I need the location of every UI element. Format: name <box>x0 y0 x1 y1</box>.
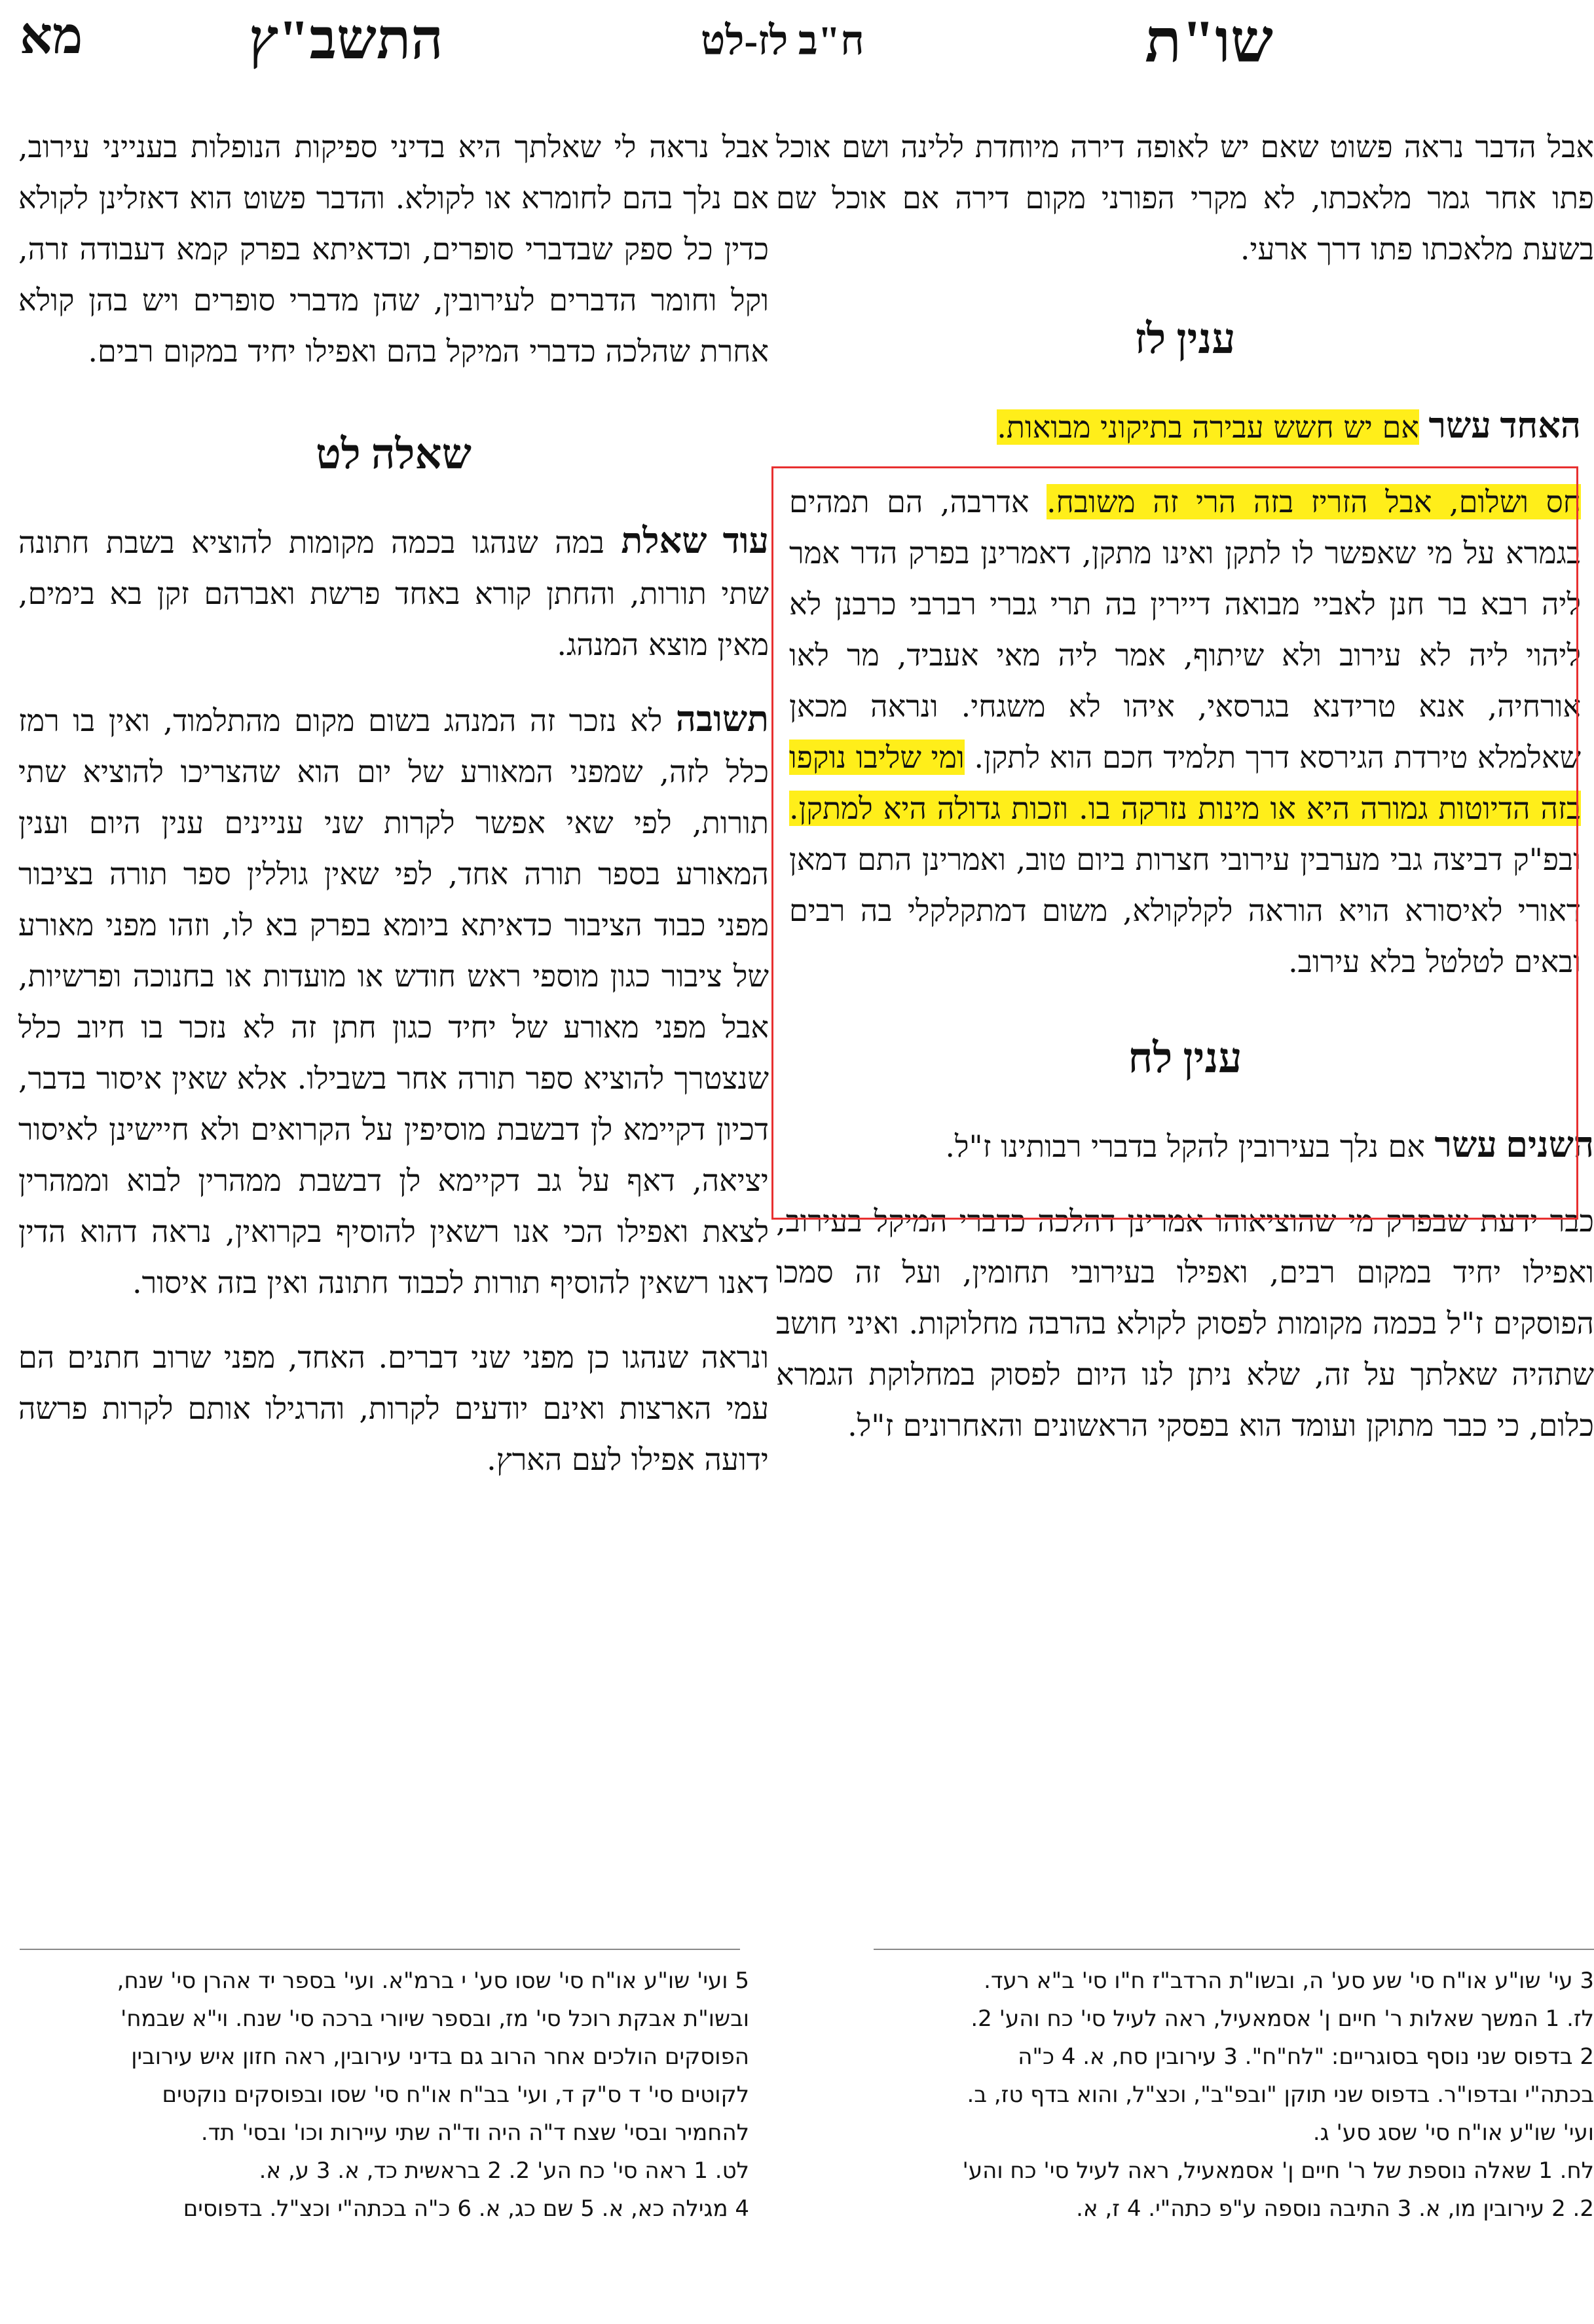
section-37-question-text: אם יש חשש עבירה בתיקוני מבואות. <box>997 409 1419 445</box>
right-intro-paragraph: אבל הדבר נראה פשוט שאם יש לאופה דירה מיוחדת ללינה ושם אוכל פתו אחר גמר מלאכתו, לא מקרי הפורני מקום דירה אם אוכל שם בשעת מלאכתו פתו דרך ארעי. <box>776 129 1594 267</box>
section-38-answer: כבר ידעת שבפרק מי שהוציאוהו אמרינן דהלכה כדברי המיקל בעירוב, ואפילו יחיד במקום רבים, ואפילו בעירובי תחומין, ועל זה סמכו הפוסקים ז"ל בכמה מקומות לפסוק לקולא בהרבה מחלוקות. ואיני חושב שתהיה שאלתך על זה, שלא ניתן לנו היום לפסוק במחלוקת הגמרא כלום, כי כבר מתוקן ועומד הוא בפסקי הראשונים והאחרונים ז"ל. <box>776 1203 1594 1443</box>
section-37-title: ענין לז <box>1134 316 1236 362</box>
footnote-line: לט. 1 ראה סי' כח הע' 2. 2 בראשית כד, א. 3 ע, א. <box>259 2158 749 2184</box>
page-header-title: התשב"ץ <box>249 8 443 71</box>
section-39-title: שאלה לט <box>316 431 472 478</box>
footnote-line: לז. 1 המשך שאלות ר' חיים ן' אסמאעיל, ראה לעיל סי' כח והע' 2. <box>971 2006 1594 2032</box>
footnote-line: 3 עי' שו"ע או"ח סי' שע סע' ה, ובשו"ת הרדב"ז ח"ו סי' ב"א רעד. <box>984 1968 1594 1994</box>
footnote-line: 2. 2 עירובין מו, א. 3 התיבה נוספה ע"פ כתה"י. 4 ז, א. <box>1076 2196 1594 2222</box>
section-38-title: ענין לח <box>1128 1035 1242 1081</box>
footnote-rule-right <box>874 1949 1594 1950</box>
section-39-question-text: במה שנהגו בכמה מקומות להוציא בשבת חתונה שתי תורות, והחתן קורא באחד פרשת ואברהם זקן בא בימים, מאין מוצא המנהג. <box>18 525 769 662</box>
section-37-highlight-b: ומי שליבו נוקפו בזה הדיוטות גמורה היא או מינות נזרקה בו. וזכות גדולה היא למתקן. <box>789 740 1581 826</box>
section-39-question <box>18 515 769 670</box>
section-37-text-b: ובפ"ק דביצה גבי מערבין עירובי חצרות ביום טוב, ואמרינן התם דמאן דאורי לאיסורא הויא הוראה לקלקולא, משום דמתקלקלי בה רבים ובאים לטלטל בלא עירוב. <box>789 842 1581 979</box>
footnote-line: להחמיר ובסי' שצח ד"ה היה וד"ה שתי עיירות וכו' ובסי' תד. <box>200 2120 749 2146</box>
left-column <box>18 121 769 1509</box>
footnote-line: 2 בדפוס שני נוסף בסוגריים: "לח"ח". 3 עירובין סח, א. 4 כ"ה <box>1018 2044 1594 2070</box>
section-38-question-text: אם נלך בעירובין להקל בדברי רבותינו ז"ל. <box>945 1129 1425 1164</box>
section-39-answer-text: לא נזכר זה המנהג בשום מקום מהתלמוד, ואין בו רמז כלל לזה, שמפני המאורע של יום הוא שהצריכו להוציא שתי תורות, לפי שאי אפשר לקרות שני עניינים ענין היום וענין המאורע בספר תורה אחד, לפי שאין גוללין ספר תורה בציבור מפני כבוד הציבור כדאיתא ביומא בפרק בא לו, וזהו מפני מאורע של ציבור כגון מוספי ראש חודש או מועדות או בחנוכה ופרשיות, אבל מפני מאורע של יחיד כגון חתן זה לא נזכר בו חיוב כלל שנצטרך להוציא ספר תורה אחר בשבילו. אלא שאין איסור בדבר, דכיון דקיימא לן דבשבת מוסיפין על הקרואים ולא חיישינן לאיסור יציאה, דאף על גב דקיימא לן דבשבת ממהרין לבוא וממהרין לצאת ואפילו הכי אנו רשאין להוסיף בקרואין, נראה דהוא הדין דאנו רשאין להוסיף תורות לכבוד חתונה ואין בזה איסור. <box>18 703 769 1300</box>
section-37-question <box>789 400 1581 453</box>
page-header-section-range: ח"ב לז-לט <box>701 19 864 64</box>
section-39-closing: ונראה שנהגו כן מפני שני דברים. האחד, מפני שרוב חתנים הם עמי הארצות ואינם יודעים לקרות, והרגילו אותם לקרות פרשה ידועה אפילו לעם הארץ. <box>18 1340 769 1477</box>
section-38-lead: השנים עשר <box>1434 1125 1594 1165</box>
section-37-text-a: אדרבה, הם תמהים בגמרא על מי שאפשר לו לתקן ואינו מתקן, דאמרינן בפרק הדר אמר ליה רבא בר חנן לאביי מבואה דיירין בה תרי גברי רברבי כרבנן לא ליהוי ליה לא עירוב ולא שיתוף, אמר ליה מאי אעביד, מר לאו אורחיה, אנא טרידנא בגרסאי, איהו לא משגחי. ונראה מכאן שאלמלא טירדת הגירסא דרך תלמיד חכם הוא לתקן. <box>789 484 1581 775</box>
footnote-line: לח. 1 שאלה נוספת של ר' חיים ן' אסמאעיל, ראה לעיל סי' כח והע' <box>962 2158 1594 2184</box>
section-37-lead: האחד עשר <box>1428 406 1581 445</box>
footnotes-right <box>783 1962 1594 2228</box>
page-header-book: שו"ת <box>1145 8 1273 75</box>
red-annotation-box <box>771 466 1578 1220</box>
section-37-highlight-a: חס ושלום, אבל הזריז בזה הרי זה משובח. <box>1047 484 1581 519</box>
footnote-line: בכתה"י ובדפו"ר. בדפוס שני תוקן "ובפ"ב", וכצ"ל, והוא בדף טז, ב. <box>967 2082 1594 2108</box>
section-39-answer <box>18 694 769 1308</box>
footnote-line: 5 ועי' שו"ע או"ח סי' שסו סע' י ברמ"א. ועי' בספר יד אהרן סי' שנח, <box>117 1968 749 1994</box>
section-39-lead: עוד שאלת <box>621 521 769 561</box>
footnote-rule-left <box>20 1949 740 1950</box>
footnote-line: הפוסקים הולכים אחר הרוב גם בדיני עירובין, ראה חזון איש עירובין <box>131 2044 749 2070</box>
footnote-line: ובשו"ת אבקת רוכל סי' מז, ובספר שיורי ברכה סי' שנח. וי"א שבמח' <box>120 2006 749 2032</box>
page-number: מא <box>20 7 83 64</box>
footnotes-left <box>20 1962 749 2228</box>
footnote-line: לקוטים סי' ד ס"ק ד, ועי' בב"ח או"ח סי' שסו ובפוסקים נוקטים <box>162 2082 749 2108</box>
footnote-line: ועי' שו"ע או"ח סי' שסג סע' ג. <box>1312 2120 1594 2146</box>
left-intro-paragraph: אבל נראה לי שאלתך היא בדיני ספיקות הנופלות בענייני עירוב, אם נלך בהם לחומרא או לקולא. והדבר פשוט הוא דאזלינן לקולא כדין כל ספק שבדברי סופרים, וכדאיתא בפרק קמא דעבודה זרה, וקל וחומר הדברים לעירובין, שהן מדברי סופרים ויש בהן קולא אחרת שהלכה כדברי המיקל בהם ואפילו יחיד במקום רבים. <box>18 129 769 369</box>
footnote-line: 4 מגילה כא, א. 5 שם כג, א. 6 כ"ה בכתה"י וכצ"ל. בדפוסים <box>183 2196 749 2222</box>
section-39-answer-lead: תשובה <box>675 700 769 739</box>
